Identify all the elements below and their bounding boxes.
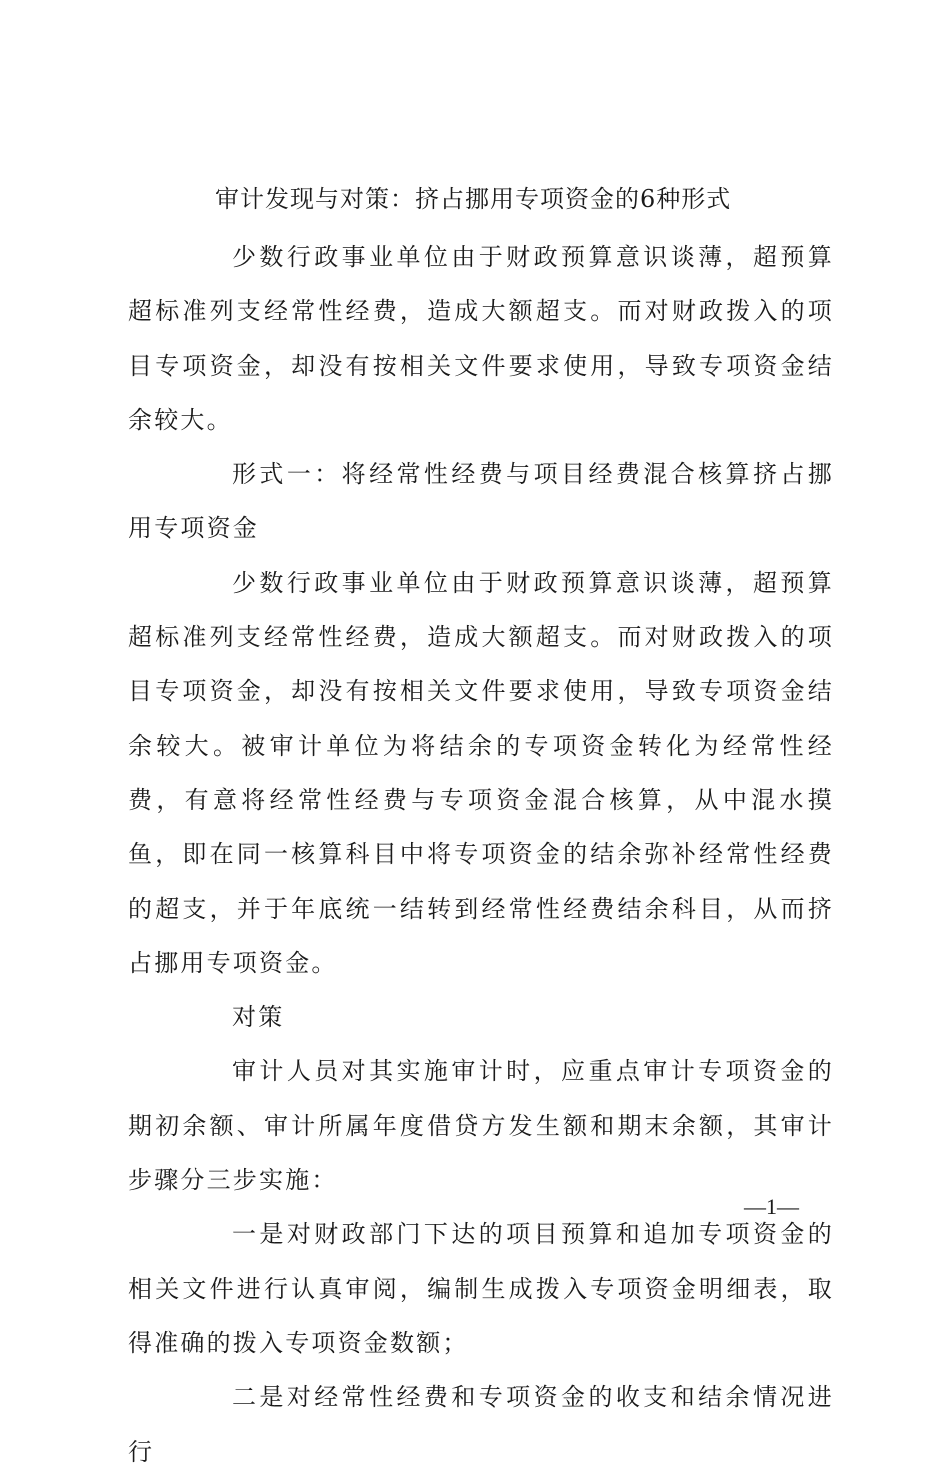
paragraph-intro: 少数行政事业单位由于财政预算意识谈薄，超预算超标准列支经常性经费，造成大额超支。而对财政拨入的项目专项资金，却没有按相关文件要求使用，导致专项资金结余较大。 [128, 243, 834, 434]
paragraph-step-two: 二是对经常性经费和专项资金的收支和结余情况进行 [128, 1383, 834, 1466]
paragraph-countermeasure-heading: 对策 [232, 1003, 285, 1032]
document-body [128, 230, 834, 1479]
document-title: 审计发现与对策：挤占挪用专项资金的6种形式 [215, 185, 732, 213]
paragraph-form-one-heading: 形式一：将经常性经费与项目经费混合核算挤占挪用专项资金 [128, 460, 834, 543]
paragraph-form-one-description: 少数行政事业单位由于财政预算意识谈薄，超预算超标准列支经常性经费，造成大额超支。而对财政拨入的项目专项资金，却没有按相关文件要求使用，导致专项资金结余较大。被审计单位为将结余的专项资金转化为经常性经费，有意将经常性经费与专项资金混合核算，从中混水摸鱼，即在同一核算科目中将专项资金的结余弥补经常性经费的超支，并于年底统一结转到经常性经费结余科目，从而挤占挪用专项资金。 [128, 568, 834, 977]
paragraph-audit-approach: 审计人员对其实施审计时，应重点审计专项资金的期初余额、审计所属年度借贷方发生额和期末余额，其审计步骤分三步实施： [128, 1057, 834, 1195]
page-number: —1— [744, 1194, 799, 1219]
paragraph-step-one: 一是对财政部门下达的项目预算和追加专项资金的相关文件进行认真审阅，编制生成拨入专项资金明细表，取得准确的拨入专项资金数额； [128, 1220, 834, 1357]
